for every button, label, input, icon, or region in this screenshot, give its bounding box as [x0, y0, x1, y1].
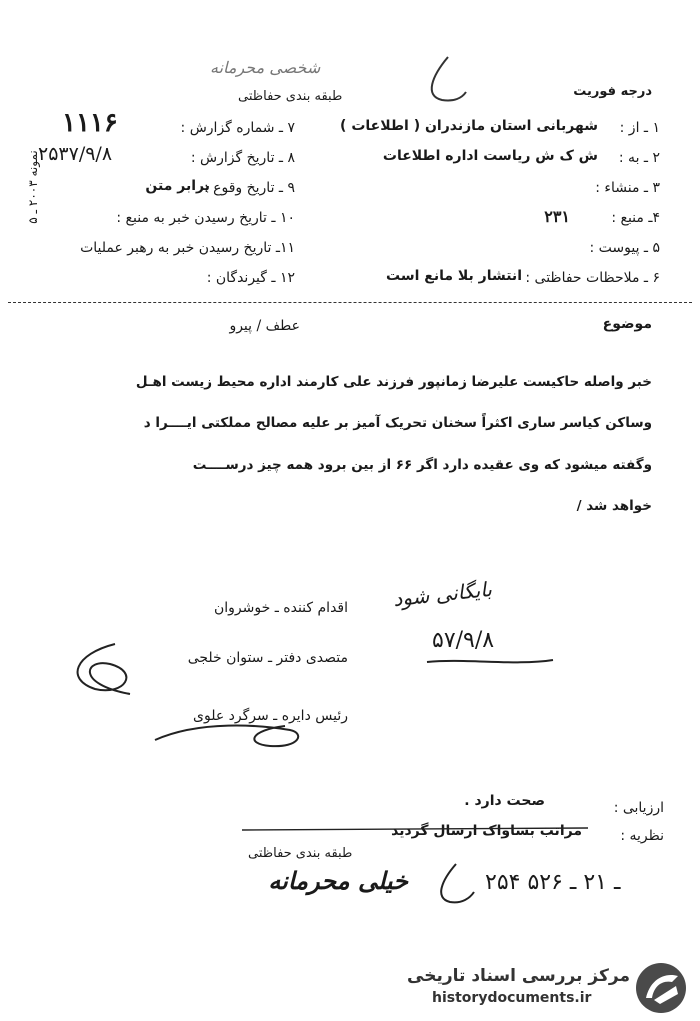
field-label: ۴ـ منبع :: [611, 210, 660, 226]
opinion-label: نظریه :: [620, 828, 664, 844]
header-separator: [8, 302, 692, 303]
body-line: وگفته میشود که وی عقیده دارد اگر ۶۶ از بین برود همه چیز درســــت: [192, 457, 652, 473]
field-label: ۸ ـ تاریخ گزارش :: [190, 150, 295, 166]
watermark-logo-icon: [632, 960, 690, 1016]
body-line: خبر واصله حاکیست علیرضا زمانپور فرزند علی کارمند اداره محیط زیست اهـل: [135, 374, 652, 390]
footer-handwritten-mark: [428, 860, 476, 908]
urgency-label: درجه فوریت: [573, 84, 652, 99]
field-label: ۷ ـ شماره گزارش :: [180, 120, 295, 136]
watermark-url: historydocuments.ir: [432, 990, 592, 1006]
subject-label: موضوع: [602, 316, 652, 332]
field-value: شهربانی استان مازندران ( اطلاعات ): [340, 118, 598, 134]
field-value: انتشار بلا مانع است: [386, 268, 522, 284]
watermark-org: مرکز بررسی اسناد تاریخی: [407, 966, 630, 986]
field-label: ۹ ـ تاریخ وقوع :: [203, 180, 295, 196]
footer-classification-value: خیلی محرمانه: [268, 866, 408, 895]
body-line: خواهد شد /: [576, 498, 652, 514]
classification-label: طبقه بندی حفاظتی: [238, 89, 343, 104]
office-officer: متصدی دفتر ـ ستوان خلجی: [187, 650, 348, 666]
margin-note: نمونه ۲۰۰۳ ـ ۵: [26, 150, 40, 224]
signature-scribble-1: [55, 634, 145, 704]
field-label: ۱۰ ـ تاریخ رسیدن خبر به منبع :: [116, 210, 295, 226]
field-label: ۱ ـ از :: [619, 120, 660, 136]
field-label: ۱۱ـ تاریخ رسیدن خبر به رهبر عملیات: [80, 240, 295, 256]
chief-officer: رئیس دایره ـ سرگرد علوی: [193, 708, 348, 724]
handwritten-mark-top: [418, 52, 468, 112]
handwritten-note: بایگانی شود: [392, 576, 493, 612]
field-label: ۳ ـ منشاء :: [595, 180, 660, 196]
evaluation-label: ارزیابی :: [613, 800, 664, 816]
field-value: برابر متن: [145, 178, 210, 194]
date-underline: [425, 656, 555, 668]
signature-scribble-2: [150, 700, 310, 760]
handwritten-date: ۵۷/۹/۸: [432, 628, 495, 653]
field-value: ش ک ش ریاست اداره اطلاعات: [382, 148, 598, 164]
report-number: ۱۱۱۶: [62, 108, 118, 138]
body-line: وساکن کیاسر ساری اکثراً سخنان تحریک آمیز بر علیه مصالح مملکتی ایــــرا د: [143, 415, 652, 431]
field-label: ۲ ـ به :: [618, 150, 660, 166]
footer-doc-number: ۲۵۴ ـ ۲۱ ـ ۵۲۶: [485, 870, 621, 895]
opinion-strike: [240, 822, 590, 836]
opinion-value: مراتب بساواک ارسال گردید: [391, 823, 582, 839]
footer-classification-label: طبقه بندی حفاظتی: [248, 846, 353, 861]
field-label: ۶ ـ ملاحظات حفاظتی :: [525, 270, 660, 286]
field-label: ۱۲ ـ گیرندگان :: [206, 270, 295, 286]
field-value: ۲۳۱: [544, 207, 570, 226]
field-label: ۵ ـ پیوست :: [589, 240, 660, 256]
evaluation-value: صحت دارد .: [464, 793, 545, 809]
action-officer: اقدام کننده ـ خوشروان: [213, 600, 348, 616]
report-date: ۲۵۳۷/۹/۸: [38, 143, 113, 165]
top-stamp: شخصی محرمانه: [210, 58, 321, 77]
subject-value: عطف / پیرو: [229, 318, 300, 334]
